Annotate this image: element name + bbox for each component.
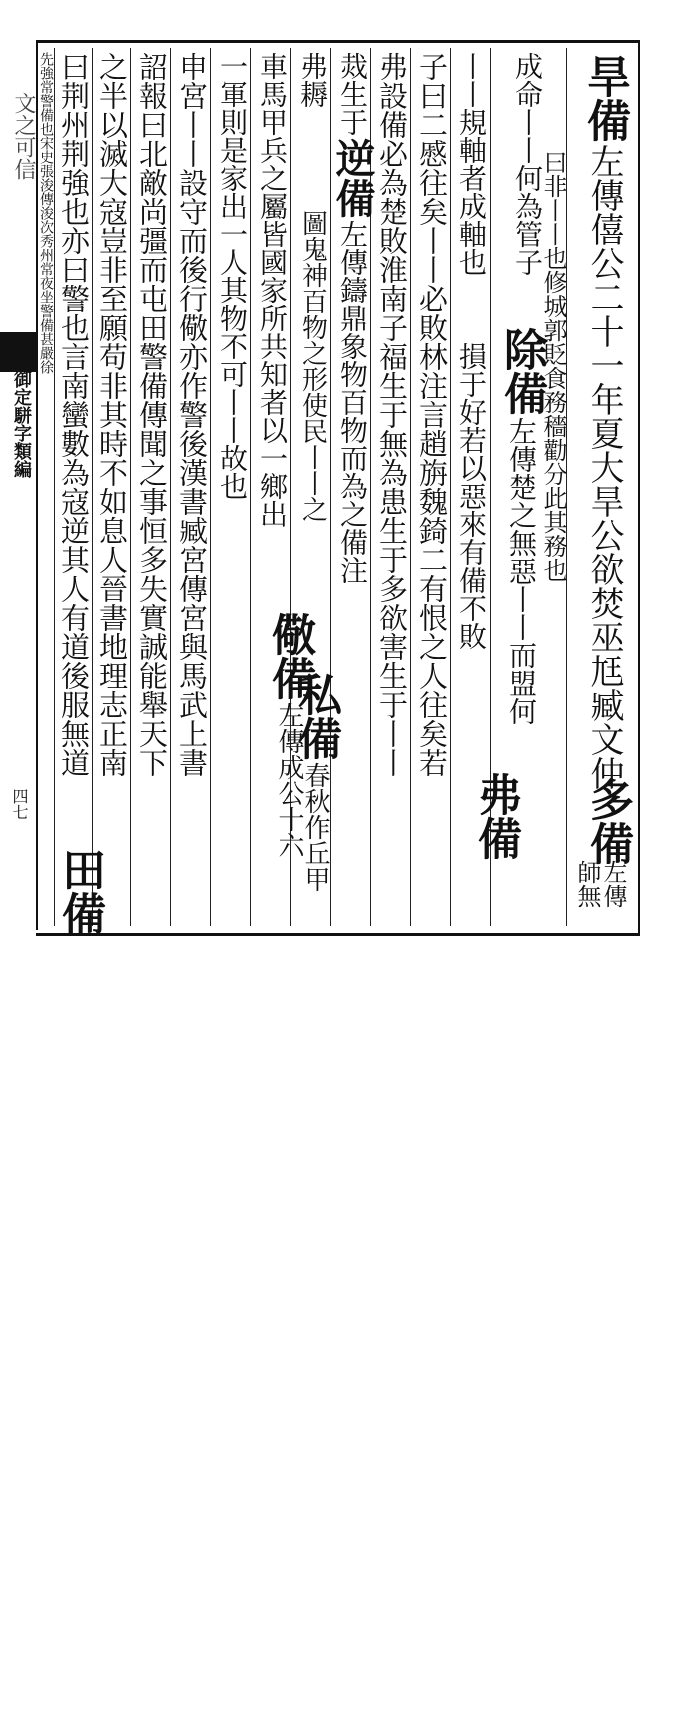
- column-rule: [410, 48, 411, 926]
- column-text: 損于好若以惡來有備不敗: [455, 342, 488, 650]
- page-number: 四七: [10, 788, 29, 820]
- note-text: 曰非丨丨也修城郭貶食務穡勸分此其務也: [539, 150, 567, 582]
- column-rule: [450, 48, 451, 926]
- text-column-14: [38, 52, 54, 922]
- entry-heading: 弗備: [470, 772, 521, 860]
- text-column-4: [416, 52, 448, 922]
- text-column-11: [136, 52, 168, 922]
- entry-heading: 田備: [54, 847, 105, 935]
- text-column-5: [376, 52, 408, 922]
- entry-heading: 逆備: [329, 138, 376, 218]
- column-text: 弗設備必為楚敗淮南子福生于無為患生于多欲害生于丨丨: [375, 52, 409, 777]
- text-column-12: [96, 52, 128, 922]
- column-text: 左傳鑄鼎象物百物而為之備注: [336, 220, 369, 584]
- column-text: 一軍則是家出一人其物不可丨丨故也: [216, 52, 249, 500]
- note-text: 左傳: [599, 860, 627, 908]
- column-rule: [92, 48, 93, 926]
- column-text: 左傳成公十六: [274, 702, 304, 858]
- margin-top-text: 文之可信: [11, 92, 36, 180]
- column-text: 圖鬼神百物之形使民丨丨之: [297, 210, 328, 522]
- column-rule: [210, 48, 211, 926]
- text-column-9: [216, 52, 248, 922]
- column-text: 先強常警備也宋史張浚傳浚次秀州常夜坐警備甚嚴徐: [38, 52, 54, 374]
- column-text: 曰荆州荆強也亦曰警也言南蠻數為寇逆其人有道後服無道: [57, 52, 91, 777]
- column-text: 左傳僖公二十一年夏大旱公欲焚巫尪臧文仲: [584, 144, 624, 790]
- column-text: 申宮丨丨設守而後行儆亦作警後漢書臧宮傳宮與馬武上書: [175, 52, 209, 777]
- column-text: 詔報曰北敵尚彊而屯田警備傳聞之事恒多失實誠能舉天下: [135, 52, 169, 777]
- column-text: 子曰二慼往矣丨丨必敗林注言趙旃魏錡二有恨之人往矣若: [415, 52, 449, 777]
- entry-heading: 儆備: [264, 612, 315, 700]
- column-text: 之半以滅大寇豈非至願苟非其時不如息人晉書地理志正南: [95, 52, 129, 777]
- column-text: 車馬甲兵之屬皆國家所共知者以一鄉出: [256, 52, 289, 528]
- entry-heading: 除備: [496, 327, 547, 415]
- text-column-1c: [570, 860, 630, 1730]
- column-rule: [130, 48, 131, 926]
- entry-heading: 多備: [582, 777, 633, 865]
- column-text: 成命丨丨何為管子: [511, 52, 544, 276]
- column-rule: [250, 48, 251, 926]
- column-rule: [170, 48, 171, 926]
- column-text: 丨丨規軸者成軸也: [455, 52, 488, 276]
- column-text: 左傳楚之無惡丨丨而盟何: [505, 417, 538, 725]
- column-text: 弗耨: [296, 52, 329, 108]
- text-column-17: [54, 845, 105, 1715]
- text-column-8b: [264, 610, 314, 1480]
- text-column-10: [176, 52, 208, 922]
- text-column-3b: [470, 770, 520, 1640]
- note-text: 師無: [573, 860, 601, 908]
- column-text: 烖生于: [336, 52, 369, 136]
- entry-heading: 私備: [290, 672, 341, 760]
- entry-heading: 旱備: [579, 54, 630, 142]
- text-column-13: [58, 52, 90, 922]
- column-text: 春秋作丘甲: [300, 762, 330, 892]
- book-title: 御定駢字類編: [11, 370, 32, 478]
- text-column-6: [329, 52, 376, 922]
